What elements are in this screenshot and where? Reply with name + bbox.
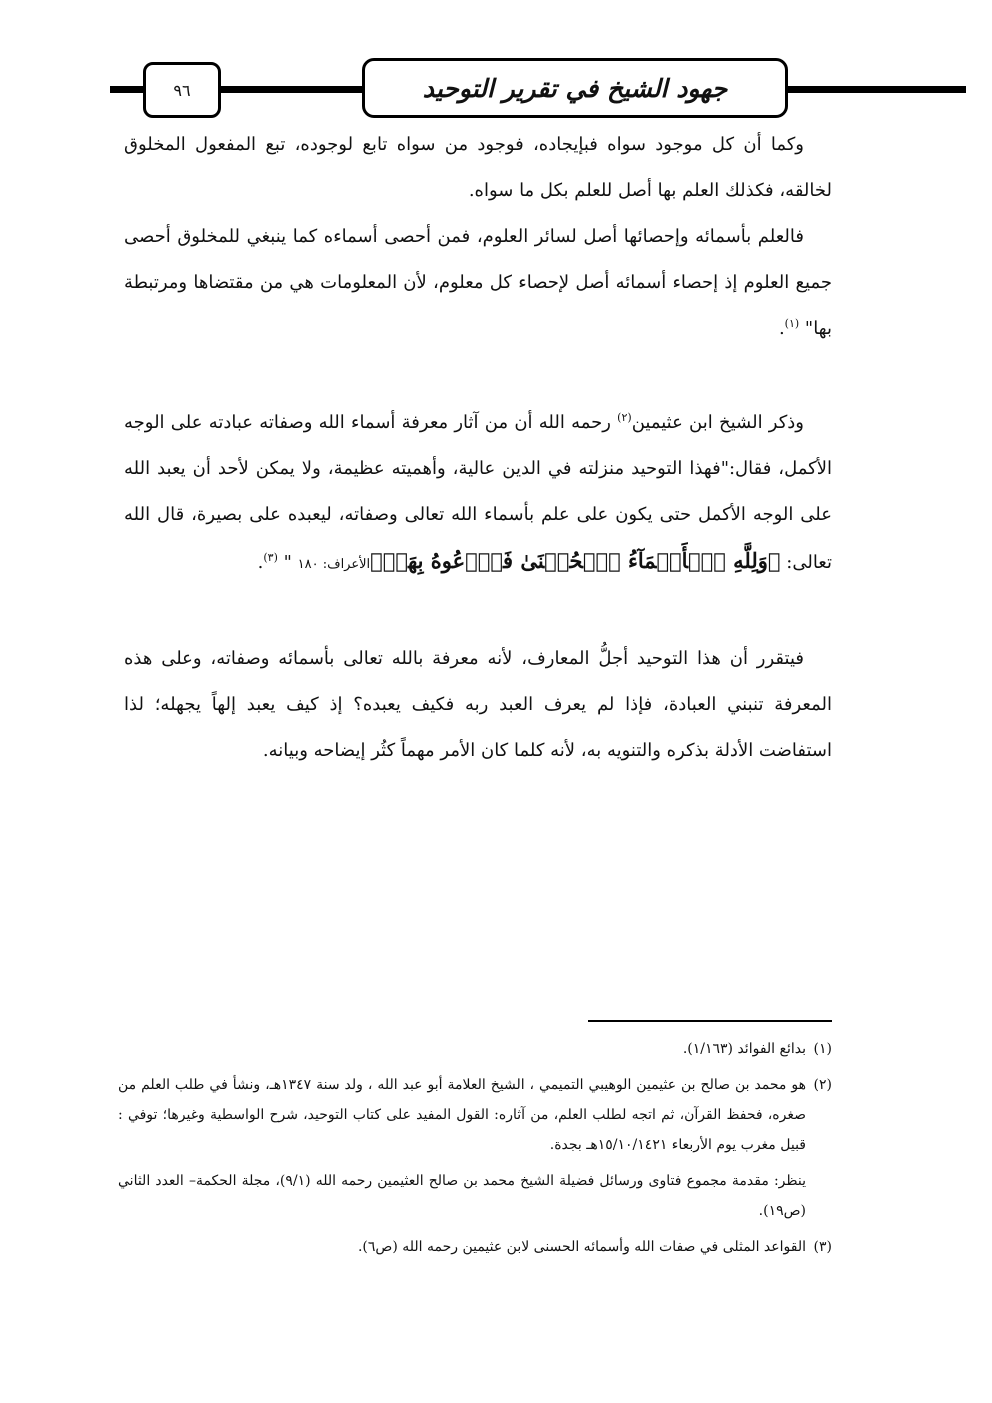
footnote-3-number: (٣): [813, 1239, 832, 1255]
main-text: [124, 122, 832, 774]
footnote-1-number: (١): [813, 1041, 832, 1057]
footnote-ref-3[interactable]: (٣): [263, 551, 278, 564]
quote-close: ": [283, 552, 292, 573]
footnote-2-continued: ينظر: مقدمة مجموع فتاوى ورسائل فضيلة الشيخ محمد بن صالح العثيمين رحمه الله (٩/١)، مجلة الحكمة– العدد الثاني (ص١٩).: [118, 1173, 807, 1219]
footnotes: [118, 1034, 832, 1268]
page-number: ٩٦: [143, 62, 221, 118]
header-rule-right: [778, 86, 966, 93]
paragraph-3-text: رحمه الله أن من آثار معرفة أسماء الله وصفاته عبادته على الوجه الأكمل، فقال:"فهذا التوحيد منزلته في الدين عالية، وأهميته عظيمة، ولا يمكن لأحد أن يعبد الله على الوجه الأكمل حتى يكون على علم بأسماء الله تعالى وصفاته، ليعبده على بصيرة، قال الله تعالى:: [124, 412, 832, 573]
header-rule-middle: [210, 86, 368, 93]
footnote-1: [118, 1034, 832, 1064]
footnote-3-text: القواعد المثلى في صفات الله وأسمائه الحسنى لابن عثيمين رحمه الله (ص٦).: [357, 1239, 806, 1255]
quran-verse: ﴿وَلِلَّهِ ٱلۡأَسۡمَآءُ ٱلۡحُسۡنَىٰ فَٱدۡعُوهُ بِهَاۖ﴾: [370, 548, 781, 573]
paragraph-2: فالعلم بأسمائه وإحصائها أصل لسائر العلوم، فمن أحصى أسماءه كما ينبغي للمخلوق أحصى جميع العلوم إذ إحصاء أسمائه أصل لإحصاء كل معلوم، لأن المعلومات هي من مقتضاها ومرتبطة بها" $^{(١)}$.: [124, 226, 832, 339]
running-title: جهود الشيخ في تقرير التوحيد: [362, 58, 788, 118]
footnote-separator: [588, 1020, 832, 1022]
paragraph-1: وكما أن كل موجود سواه فبإيجاده، فوجود من سواه تابع لوجوده، تبع المفعول المخلوق لخالقه، فكذلك العلم بها أصل للعلم بكل ما سواه.: [124, 134, 832, 201]
page-header: [0, 0, 992, 130]
footnote-2: [118, 1070, 832, 1160]
footnote-2-number: (٢): [813, 1077, 832, 1093]
verse-source: الأعراف: ١٨٠: [297, 557, 371, 572]
footnote-ref-1[interactable]: (١): [784, 317, 800, 330]
footnote-2-text: هو محمد بن صالح بن عثيمين الوهيبي التميمي ، الشيخ العلامة أبو عبد الله ، ولد سنة ١٣٤٧هـ، ونشأ في طلب العلم من صغره، فحفظ القرآن، ثم اتجه لطلب العلم، من آثاره: القول المفيد على كتاب التوحيد، شرح الواسطية وغيرها؛ توفي : قبيل مغرب يوم الأربعاء ١٥/١٠/١٤٢١هـ بجدة.: [118, 1077, 806, 1153]
footnote-ref-2[interactable]: (٢): [617, 411, 632, 424]
paragraph-3: وذكر الشيخ ابن عثيمين$^{(٢)}$ رحمه الله أن من آثار معرفة أسماء الله وصفاته عبادته على الوجه الأكمل، فقال:"فهذا التوحيد منزلته في الدين عالية، وأهميته عظيمة، ولا يمكن لأحد أن يعبد الله على الوجه الأكمل حتى يكون على علم بأسماء الله تعالى وصفاته، ليعبده على بصيرة، قال الله تعالى: ﴿وَلِلَّهِ ٱلۡأَسۡمَآءُ ٱلۡحُسۡنَىٰ فَٱدۡعُوهُ بِهَاۖ﴾الأعراف: ١٨٠ " $^{(٣)}$.: [124, 411, 832, 573]
paragraph-3-lead: وذكر الشيخ ابن عثيمين: [631, 412, 804, 433]
footnote-3: [118, 1232, 832, 1262]
paragraph-2-text: فالعلم بأسمائه وإحصائها أصل لسائر العلوم، فمن أحصى أسماءه كما ينبغي للمخلوق أحصى جميع العلوم إذ إحصاء أسمائه أصل لإحصاء كل معلوم، لأن المعلومات هي من مقتضاها ومرتبطة بها": [124, 226, 832, 339]
paragraph-4: فيتقرر أن هذا التوحيد أجلُّ المعارف، لأنه معرفة بالله تعالى بأسمائه وصفاته، وعلى هذه المعرفة تنبني العبادة، فإذا لم يعرف العبد ربه فكيف يعبده؟ إذ كيف يعبد إلهاً يجهله؛ لذا استفاضت الأدلة بذكره والتنويه به، لأنه كلما كان الأمر مهماً كثُر إيضاحه وبيانه.: [124, 648, 832, 761]
footnote-1-text: بدائع الفوائد (١/١٦٣).: [682, 1041, 806, 1057]
